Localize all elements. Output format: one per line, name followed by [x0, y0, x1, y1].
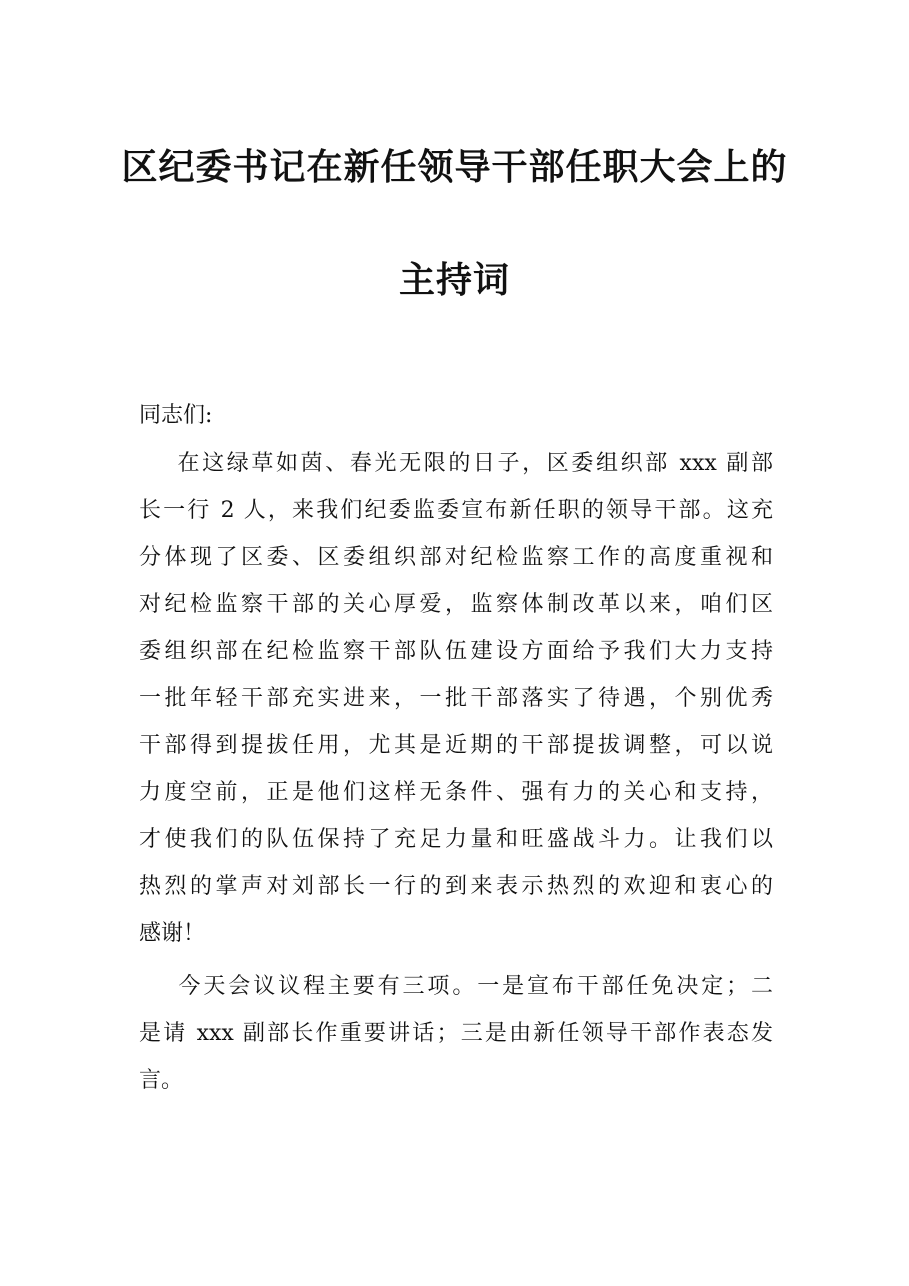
paragraph-line: 长一行 2 人，来我们纪委监委宣布新任职的领导干部。这充	[139, 498, 773, 523]
paragraph-line: 一批年轻干部充实进来，一批干部落实了待遇，个别优秀	[139, 686, 773, 711]
paragraph-1	[139, 440, 773, 957]
paragraph-line: 在这绿草如茵、春光无限的日子，区委组织部 xxx 副部	[139, 451, 773, 476]
paragraph-line: 今天会议议程主要有三项。一是宣布干部任免决定；二	[139, 974, 773, 999]
paragraph-line: 委组织部在纪检监察干部队伍建设方面给予我们大力支持	[139, 639, 773, 664]
salutation: 同志们:	[139, 403, 213, 428]
paragraph-line: 言。	[139, 1068, 184, 1093]
paragraph-line: 是请 xxx 副部长作重要讲话；三是由新任领导干部作表态发	[139, 1021, 773, 1046]
paragraph-line: 感谢！	[139, 921, 206, 946]
paragraph-line: 对纪检监察干部的关心厚爱，监察体制改革以来，咱们区	[139, 592, 773, 617]
paragraph-2	[139, 963, 773, 1104]
paragraph-line: 热烈的掌声对刘部长一行的到来表示热烈的欢迎和衷心的	[139, 874, 773, 899]
paragraph-line: 分体现了区委、区委组织部对纪检监察工作的高度重视和	[139, 545, 773, 570]
document-title-line-2: 主持词	[398, 259, 510, 301]
paragraph-line: 干部得到提拔任用，尤其是近期的干部提拔调整，可以说	[139, 733, 773, 758]
paragraph-line: 才使我们的队伍保持了充足力量和旺盛战斗力。让我们以	[139, 827, 773, 852]
paragraph-line: 力度空前，正是他们这样无条件、强有力的关心和支持，	[139, 780, 773, 805]
document-title-line-1: 区纪委书记在新任领导干部任职大会上的	[121, 146, 788, 188]
